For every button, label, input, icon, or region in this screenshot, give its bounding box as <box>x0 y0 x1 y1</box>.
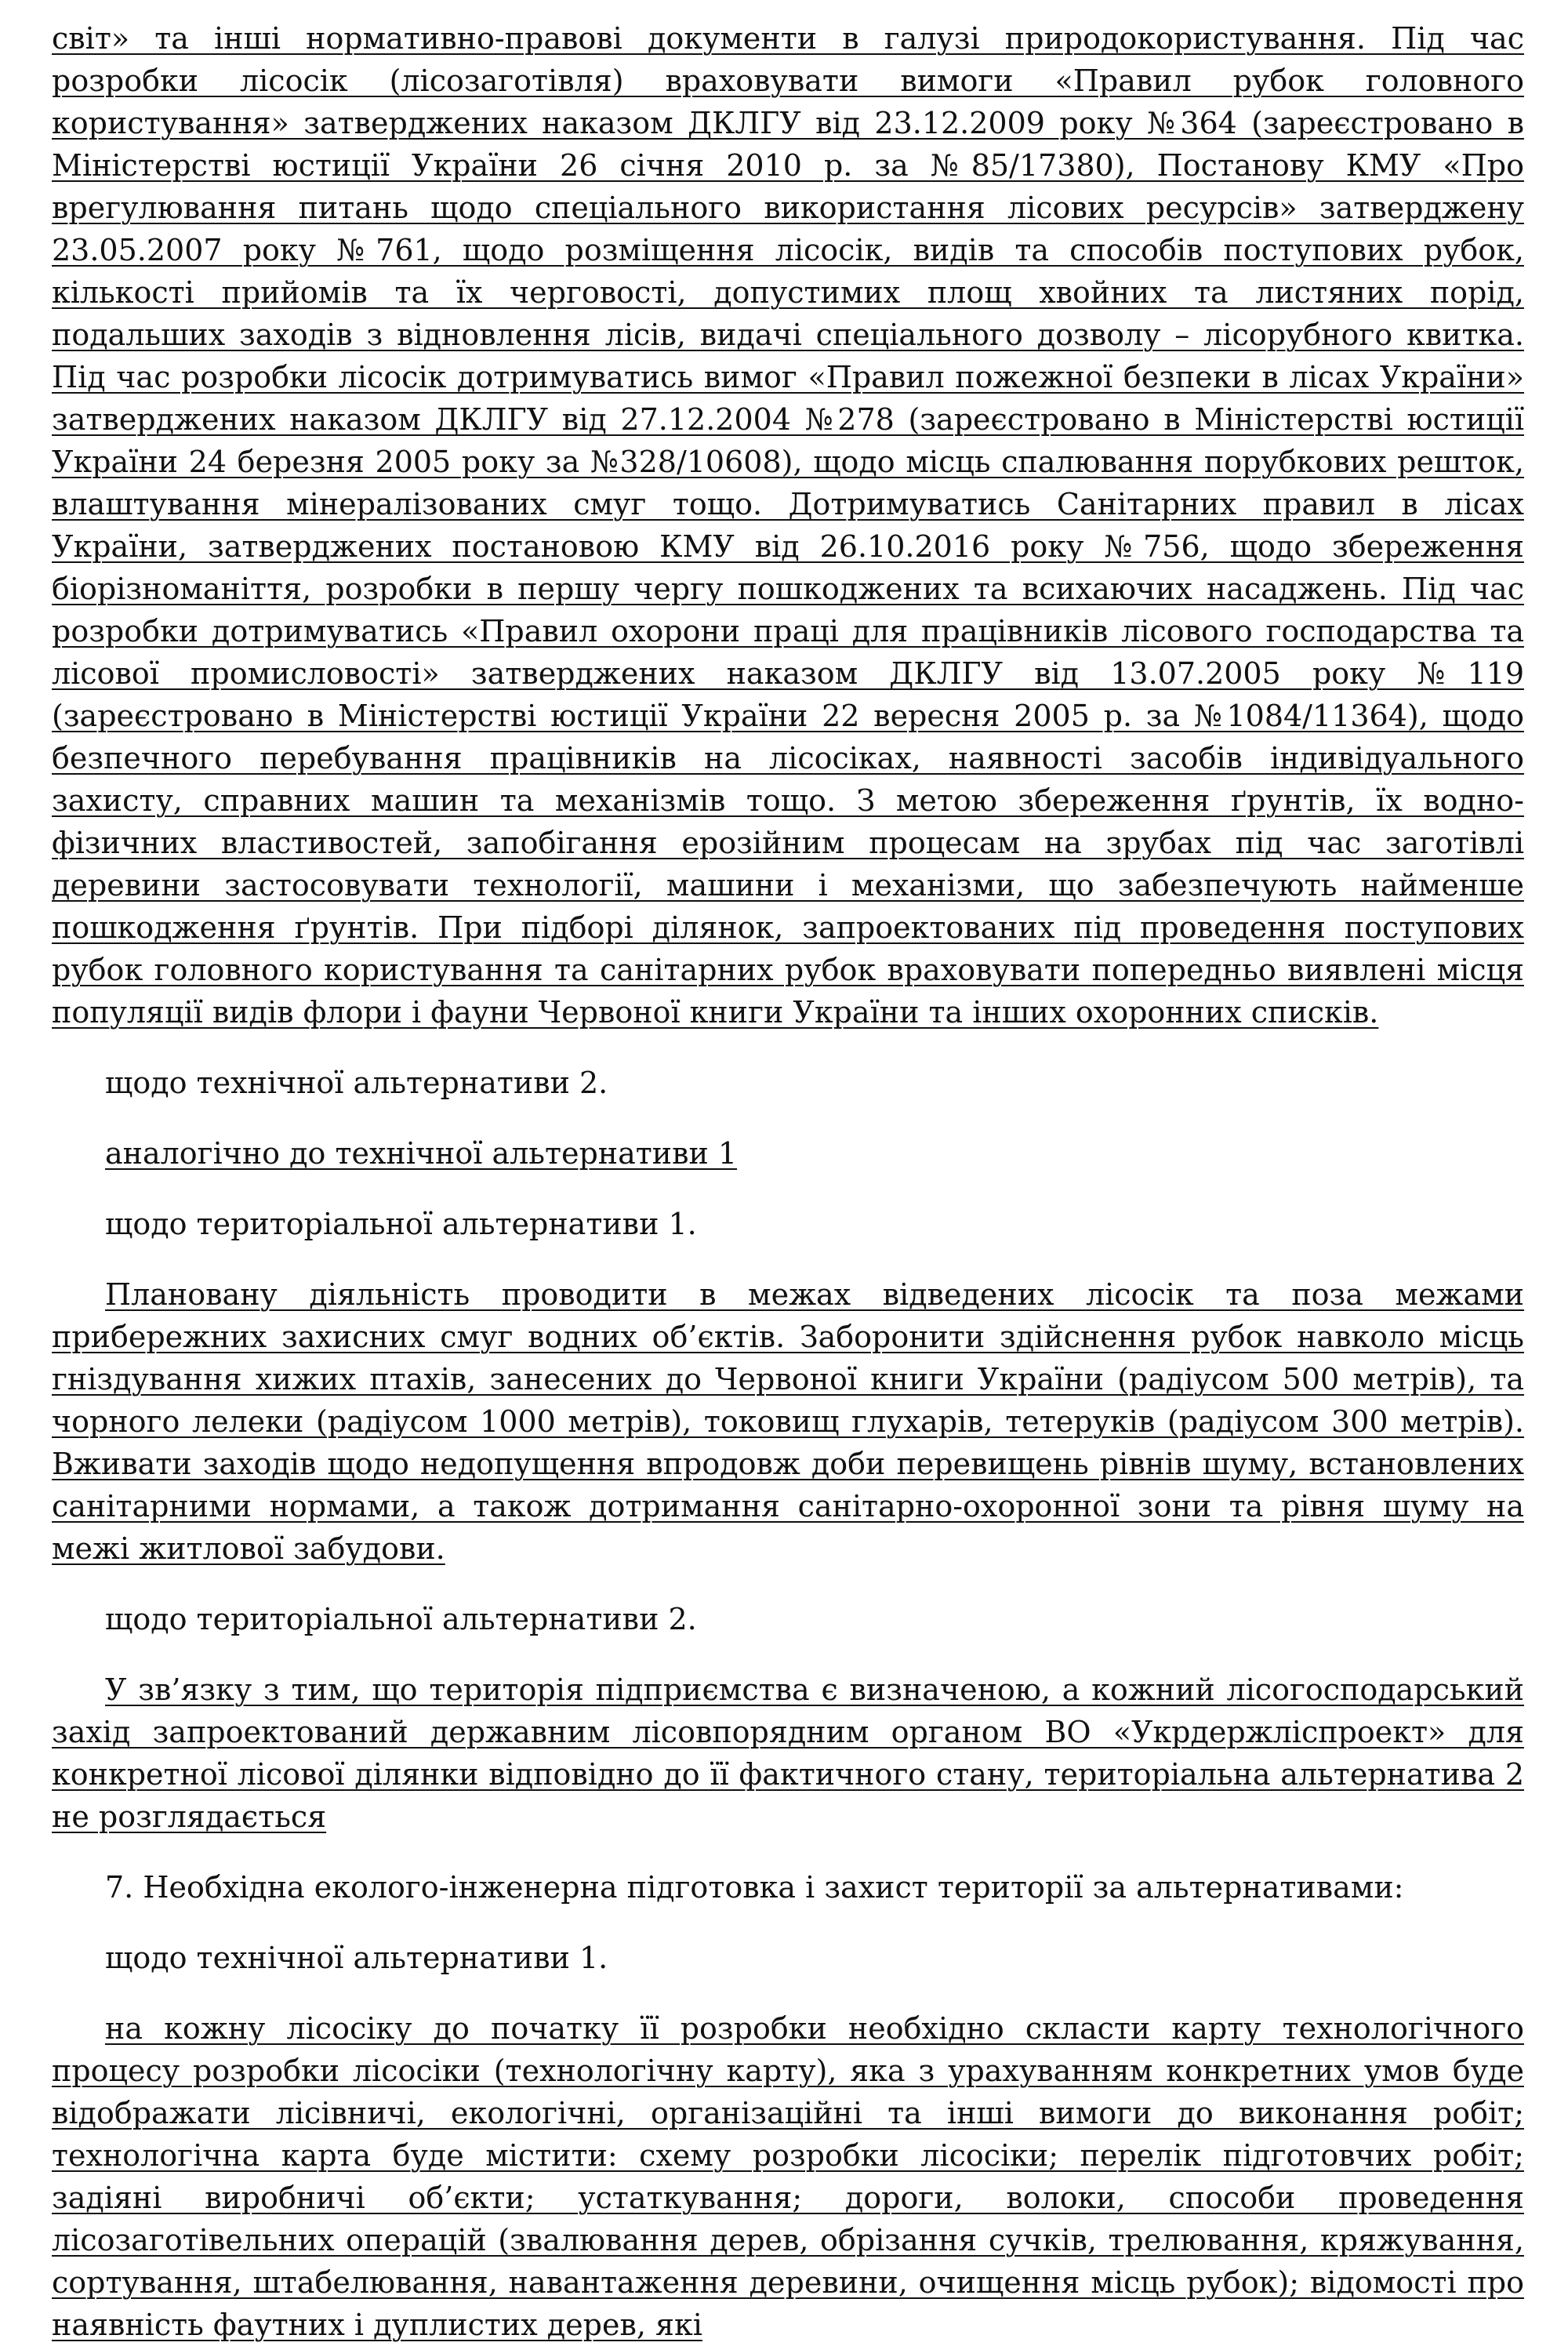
paragraph-technical-alternative-2 <box>52 1132 1524 1175</box>
paragraph-territorial-alternative-2: У зв’язку з тим, що територія підприємства є визначеною, а кожний лісогосподарський захід запроектований державним лісовпорядним органом ВО «Укрдержліспроект» для конкретної лісової ділянки відповідно до її фактичного стану, територіальна альтернатива 2 не розглядається <box>52 1672 1524 1834</box>
paragraph-territorial-alternative-1: Плановану діяльність проводити в межах відведених лісосік та поза межами прибережних захисних смуг водних об’єктів. Заборонити здійснення рубок навколо місць гніздування хижих птахів, занесених до Червоної книги України (радіусом 500 метрів), та чорного лелеки (радіусом 1000 метрів), токовищ глухарів, тетеруків (радіусом 300 метрів). Вживати заходів щодо недопущення впродовж доби перевищень рівнів шуму, встановлених санітарними нормами, а також дотримання санітарно-охоронної зони та рівня шуму на межі житлової забудови. <box>52 1277 1524 1566</box>
section-7-heading: 7. Необхідна еколого-інженерна підготовка і захист території за альтернативами: <box>105 1870 1404 1905</box>
document-page <box>52 17 1524 2346</box>
paragraph-forest-regulations: світ» та інші нормативно-правові документи в галузі природокористування. Під час розробки лісосік (лісозаготівля) враховувати вимоги «Правил рубок головного користування» затверджених наказом ДКЛГУ від 23.12.2009 року №364 (зареєстровано в Міністерстві юстиції України 26 січня 2010 р. за №85/17380), Постанову КМУ «Про врегулювання питань щодо спеціального використання лісових ресурсів» затверджену 23.05.2007 року №761, щодо розміщення лісосік, видів та способів поступових рубок, кількості прийомів та їх черговості, допустимих площ хвойних та листяних порід, подальших заходів з відновлення лісів, видачі спеціального дозволу – лісорубного квитка. Під час розробки лісосік дотримуватись вимог «Правил пожежної безпеки в лісах України» затверджених наказом ДКЛГУ від 27.12.2004 №278 (зареєстровано в Міністерстві юстиції України 24 березня 2005 року за №328/10608), щодо місць спалювання порубкових решток, влаштування мінералізованих смуг тощо. Дотримуватись Санітарних правил в лісах України, затверджених постановою КМУ від 26.10.2016 року №756, щодо збереження біорізноманіття, розробки в першу чергу пошкоджених та всихаючих насаджень. Під час розробки дотримуватись «Правил охорони праці для працівників лісового господарства та лісової промисловості» затверджених наказом ДКЛГУ від 13.07.2005 року №119 (зареєстровано в Міністерстві юстиції України 22 вересня 2005 р. за №1084/11364), щодо безпечного перебування працівників на лісосіках, наявності засобів індивідуального захисту, справних машин та механізмів тощо. З метою збереження ґрунтів, їх водно-фізичних властивостей, запобігання ерозійним процесам на зрубах під час заготівлі деревини застосовувати технології, машини і механізми, що забезпечують найменше пошкодження ґрунтів. При підборі ділянок, запроектованих під проведення поступових рубок головного користування та санітарних рубок враховувати попередньо виявлені місця популяції видів флори і фауни Червоної книги України та інших охоронних списків. <box>52 21 1524 1030</box>
paragraph-technological-map: на кожну лісосіку до початку її розробки необхідно скласти карту технологічного процесу розробки лісосіки (технологічну карту), яка з урахуванням конкретних умов буде відображати лісівничі, екологічні, організаційні та інші вимоги до виконання робіт; технологічна карта буде містити: схему розробки лісосіки; перелік підготовчих робіт; задіяні виробничі об’єкти; устаткування; дороги, волоки, способи проведення лісозаготівельних операцій (звалювання дерев, обрізання сучків, трелювання, кряжування, сортування, штабелювання, навантаження деревини, очищення місць рубок); відомості про наявність фаутних і дуплистих дерев, які <box>52 2011 1524 2342</box>
heading-territorial-alternative-1: щодо територіальної альтернативи 1. <box>105 1207 697 1241</box>
heading-technical-alternative-1: щодо технічної альтернативи 1. <box>105 1941 608 1975</box>
heading-technical-alternative-2: щодо технічної альтернативи 2. <box>105 1066 608 1100</box>
paragraph-technical-alternative-2-text: аналогічно до технічної альтернативи 1 <box>105 1136 738 1171</box>
heading-territorial-alternative-2: щодо територіальної альтернативи 2. <box>105 1602 697 1636</box>
